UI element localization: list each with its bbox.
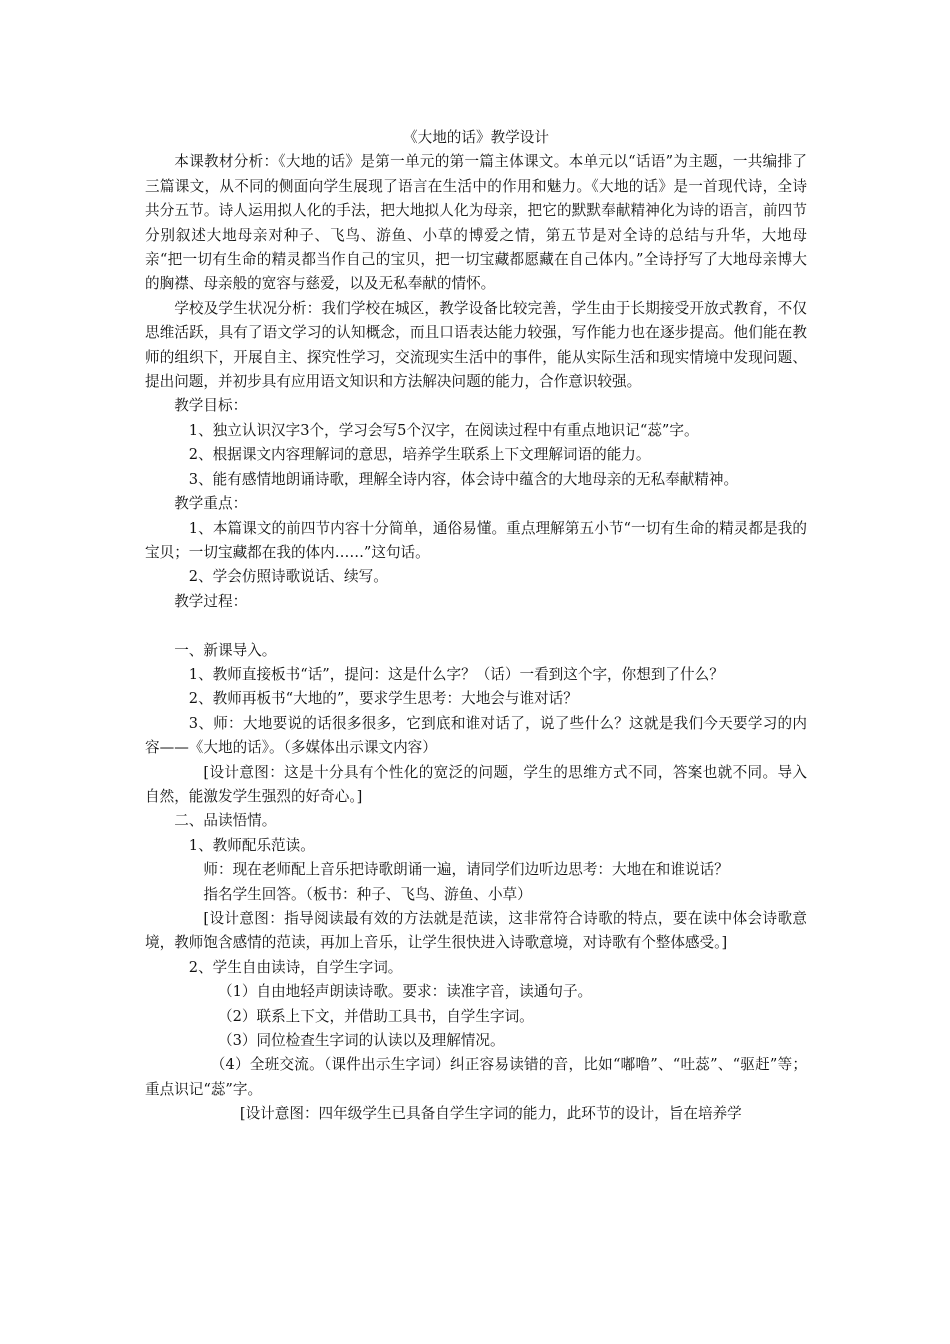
section-item: 2、教师再板书“大地的”，要求学生思考：大地会与谁对话？ bbox=[188, 690, 578, 708]
design-intent-note: [设计意图：这是十分具有个性化的宽泛的问题，学生的思维方式不同，答案也就不同。导入自然，能激发学生强烈的好奇心。] bbox=[145, 763, 807, 805]
design-intent-note: [设计意图：指导阅读最有效的方法就是范读，这非常符合诗歌的特点，要在读中体会诗歌意境，教师饱含感情的范读，再加上音乐，让学生很快进入诗歌意境，对诗歌有个整体感受。] bbox=[145, 909, 807, 952]
section-heading: 一、新课导入。 bbox=[174, 641, 277, 659]
goal-item: 1、独立认识汉字3个，学习会写5个汉字，在阅读过程中有重点地识记“蕊”字。 bbox=[188, 421, 699, 439]
sub-item: （1）自由地轻声朗读诗歌。要求：读准字音，读通句子。 bbox=[218, 983, 593, 1001]
textbook-analysis-paragraph: 本课教材分析：《大地的话》是第一单元的第一篇主体课文。本单元以“话语”为主题，一共编排了三篇课文，从不同的侧面向学生展现了语言在生活中的作用和魅力。《大地的话》是一首现代诗，全诗共分五节。诗人运用拟人化的手法，把大地拟人化为母亲，把它的默默奉献精神化为诗的语言，前四节分别叙述大地母亲对种子、飞鸟、游鱼、小草的博爱之情，第五节是对全诗的总结与升华，大地母亲“把一切有生命的精灵都当作自己的宝贝，把一切宝藏都愿藏在自己体内。”全诗抒写了大地母亲博大的胸襟、母亲般的宽容与慈爱，以及无私奉献的情怀。 bbox=[145, 153, 807, 293]
sub-item: （2）联系上下文，并借助工具书，自学生字词。 bbox=[218, 1007, 534, 1025]
key-point-item: 2、学会仿照诗歌说话、续写。 bbox=[188, 568, 388, 586]
school-analysis-paragraph: 学校及学生状况分析：我们学校在城区，教学设备比较完善，学生由于长期接受开放式教育，不仅思维活跃，具有了语文学习的认知概念，而且口语表达能力较强，写作能力也在逐步提高。他们能在教师的组织下，开展自主、探究性学习，交流现实生活中的事件，能从实际生活和现实情境中发现问题、提出问题，并初步具有应用语文知识和方法解决问题的能力，合作意识较强。 bbox=[145, 299, 807, 391]
process-heading: 教学过程： bbox=[174, 592, 248, 610]
design-intent-note: [设计意图：四年级学生已具备自学生字词的能力，此环节的设计，旨在培养学 bbox=[239, 1105, 742, 1123]
section-heading: 二、品读悟情。 bbox=[174, 812, 277, 830]
answer-line: 指名学生回答。（板书：种子、飞鸟、游鱼、小草） bbox=[203, 885, 532, 903]
sub-item: （4）全班交流。（课件出示生字词）纠正容易读错的音，比如“嘟噜”、“吐蕊”、“驱赶”等；重点识记“蕊”字。 bbox=[145, 1056, 807, 1098]
section-item: 2、学生自由读诗，自学生字词。 bbox=[188, 958, 403, 976]
document-title: 《大地的话》教学设计 bbox=[403, 129, 549, 146]
key-points-heading: 教学重点： bbox=[174, 495, 248, 513]
blank-line bbox=[145, 614, 807, 638]
teacher-line: 师：现在老师配上音乐把诗歌朗诵一遍，请同学们边听边思考：大地在和谁说话？ bbox=[203, 861, 729, 879]
section-item: 1、教师直接板书“话”，提问：这是什么字？（话）一看到这个字，你想到了什么？ bbox=[188, 665, 724, 683]
section-item: 1、教师配乐范读。 bbox=[188, 836, 315, 854]
sub-item: （3）同位检查生字词的认读以及理解情况。 bbox=[218, 1032, 505, 1050]
document-body bbox=[145, 126, 807, 1127]
goals-heading: 教学目标： bbox=[174, 397, 248, 415]
goal-item: 2、根据课文内容理解词的意思，培养学生联系上下文理解词语的能力。 bbox=[188, 446, 651, 464]
section-item: 3、师：大地要说的话很多很多，它到底和谁对话了，说了些什么？这就是我们今天要学习的内容——《大地的话》。（多媒体出示课文内容） bbox=[145, 714, 807, 757]
key-point-item: 1、本篇课文的前四节内容十分简单，通俗易懂。重点理解第五小节“一切有生命的精灵都是我的宝贝；一切宝藏都在我的体内……”这句话。 bbox=[145, 519, 807, 561]
goal-item: 3、能有感情地朗诵诗歌，理解全诗内容，体会诗中蕴含的大地母亲的无私奉献精神。 bbox=[188, 470, 739, 488]
